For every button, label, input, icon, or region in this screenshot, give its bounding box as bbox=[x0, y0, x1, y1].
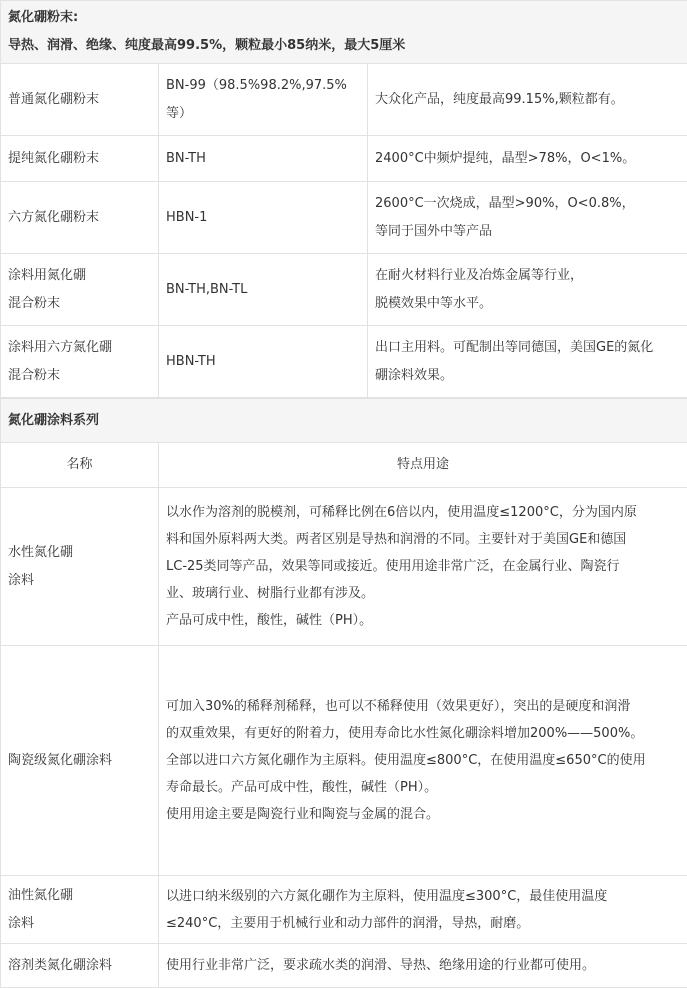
coating-header-row bbox=[1, 443, 687, 488]
table-row bbox=[1, 182, 687, 254]
description-cell-line: 出口主用料。可配制出等同德国，美国GE的氮化 bbox=[375, 334, 680, 362]
product-name-cell bbox=[1, 254, 159, 326]
description-cell-line: 在耐火材料行业及冶炼金属等行业， bbox=[375, 262, 680, 290]
product-name-cell-line: 提纯氮化硼粉末 bbox=[8, 145, 151, 173]
coating-feature-cell-line: LC-25类同等产品，效果等同或接近。使用用途非常广泛，在金属行业、陶瓷行 bbox=[166, 553, 680, 580]
coating-name-cell-line: 涂料 bbox=[8, 567, 151, 595]
table-row bbox=[1, 876, 687, 944]
description-cell bbox=[368, 64, 687, 136]
coating-title: 氮化硼涂料系列 bbox=[1, 399, 687, 443]
description-cell-line: 脱模效果中等水平。 bbox=[375, 290, 680, 318]
model-cell-line: BN-99（98.5%98.2%,97.5% bbox=[166, 72, 360, 100]
coating-feature-cell-line: ≤240°C，主要用于机械行业和动力部件的润滑，导热，耐磨。 bbox=[166, 910, 680, 937]
coating-feature-cell-line: 料和国外原料两大类。两者区别是导热和润滑的不同。主要针对于美国GE和德国 bbox=[166, 526, 680, 553]
description-cell bbox=[368, 182, 687, 254]
description-cell-line: 硼涂料效果。 bbox=[375, 362, 680, 390]
model-cell-line: HBN-1 bbox=[166, 204, 360, 232]
coating-name-cell bbox=[1, 944, 159, 988]
coating-name-cell-line: 陶瓷级氮化硼涂料 bbox=[8, 747, 151, 775]
coating-name-cell-line: 水性氮化硼 bbox=[8, 539, 151, 567]
description-cell-line: 等同于国外中等产品 bbox=[375, 218, 680, 246]
coating-feature-cell-line: 使用行业非常广泛，要求疏水类的润滑、导热、绝缘用途的行业都可使用。 bbox=[166, 952, 680, 979]
model-cell-line: 等） bbox=[166, 100, 360, 128]
product-name-cell-line: 混合粉末 bbox=[8, 290, 151, 318]
table-row bbox=[1, 488, 687, 646]
model-cell-line: BN-TH,BN-TL bbox=[166, 276, 360, 304]
coating-feature-cell-line: 的双重效果，有更好的附着力，使用寿命比水性氮化硼涂料增加200%——500%。 bbox=[166, 720, 680, 747]
coating-feature-cell-line: 全部以进口六方氮化硼作为主原料。使用温度≤800°C，在使用温度≤650°C的使用 bbox=[166, 747, 680, 774]
coating-feature-cell bbox=[159, 488, 687, 646]
model-cell-line: BN-TH bbox=[166, 145, 360, 173]
model-cell bbox=[159, 254, 368, 326]
coating-feature-cell-line: 可加入30%的稀释剂稀释，也可以不稀释使用（效果更好），突出的是硬度和润滑 bbox=[166, 693, 680, 720]
description-cell-line: 大众化产品，纯度最高99.15%,颗粒都有。 bbox=[375, 86, 680, 114]
description-cell bbox=[368, 136, 687, 182]
product-name-cell bbox=[1, 64, 159, 136]
coating-feature-cell bbox=[159, 876, 687, 944]
coating-name-cell-line: 油性氮化硼 bbox=[8, 882, 151, 910]
model-cell bbox=[159, 182, 368, 254]
coating-table bbox=[0, 398, 687, 988]
table-row bbox=[1, 944, 687, 988]
table-row bbox=[1, 326, 687, 398]
coating-name-cell bbox=[1, 488, 159, 646]
coating-feature-cell bbox=[159, 944, 687, 988]
description-cell-line: 2600°C一次烧成，晶型>90%，O<0.8%， bbox=[375, 190, 680, 218]
table-row bbox=[1, 136, 687, 182]
coating-feature-cell-line: 寿命最长。产品可成中性，酸性，碱性（PH）。 bbox=[166, 774, 680, 801]
product-name-cell-line: 涂料用六方氮化硼 bbox=[8, 334, 151, 362]
coating-feature-cell-line: 产品可成中性，酸性，碱性（PH）。 bbox=[166, 607, 680, 634]
coating-name-cell-line: 涂料 bbox=[8, 910, 151, 938]
description-cell-line: 2400°C中频炉提纯，晶型>78%，O<1%。 bbox=[375, 145, 680, 173]
model-cell bbox=[159, 64, 368, 136]
coating-body bbox=[1, 488, 687, 988]
coating-feature-cell-line: 业、玻璃行业、树脂行业都有涉及。 bbox=[166, 580, 680, 607]
coating-title-row bbox=[1, 399, 687, 443]
powder-title: 氮化硼粉末: bbox=[8, 4, 680, 32]
coating-name-cell bbox=[1, 646, 159, 876]
product-name-cell bbox=[1, 136, 159, 182]
column-header-name: 名称 bbox=[1, 443, 159, 488]
table-row bbox=[1, 254, 687, 326]
product-name-cell-line: 涂料用氮化硼 bbox=[8, 262, 151, 290]
product-name-cell bbox=[1, 326, 159, 398]
coating-feature-cell-line: 以进口纳米级别的六方氮化硼作为主原料，使用温度≤300°C，最佳使用温度 bbox=[166, 883, 680, 910]
description-cell bbox=[368, 254, 687, 326]
description-cell bbox=[368, 326, 687, 398]
product-name-cell-line: 六方氮化硼粉末 bbox=[8, 204, 151, 232]
powder-table bbox=[0, 0, 687, 398]
coating-feature-cell-line: 以水作为溶剂的脱模剂，可稀释比例在6倍以内，使用温度≤1200°C，分为国内原 bbox=[166, 499, 680, 526]
column-header-feature: 特点用途 bbox=[159, 443, 687, 488]
table-row bbox=[1, 64, 687, 136]
table-row bbox=[1, 646, 687, 876]
product-name-cell bbox=[1, 182, 159, 254]
model-cell bbox=[159, 326, 368, 398]
product-name-cell-line: 普通氮化硼粉末 bbox=[8, 86, 151, 114]
coating-feature-cell bbox=[159, 646, 687, 876]
coating-feature-cell-line: 使用用途主要是陶瓷行业和陶瓷与金属的混合。 bbox=[166, 801, 680, 828]
model-cell bbox=[159, 136, 368, 182]
model-cell-line: HBN-TH bbox=[166, 348, 360, 376]
powder-header-row bbox=[1, 1, 687, 64]
powder-body bbox=[1, 64, 687, 398]
powder-subtitle: 导热、润滑、绝缘、纯度最高99.5%，颗粒最小85纳米，最大5厘米 bbox=[8, 32, 680, 60]
powder-header-cell bbox=[1, 1, 687, 64]
coating-name-cell bbox=[1, 876, 159, 944]
product-name-cell-line: 混合粉末 bbox=[8, 362, 151, 390]
coating-name-cell-line: 溶剂类氮化硼涂料 bbox=[8, 952, 151, 980]
